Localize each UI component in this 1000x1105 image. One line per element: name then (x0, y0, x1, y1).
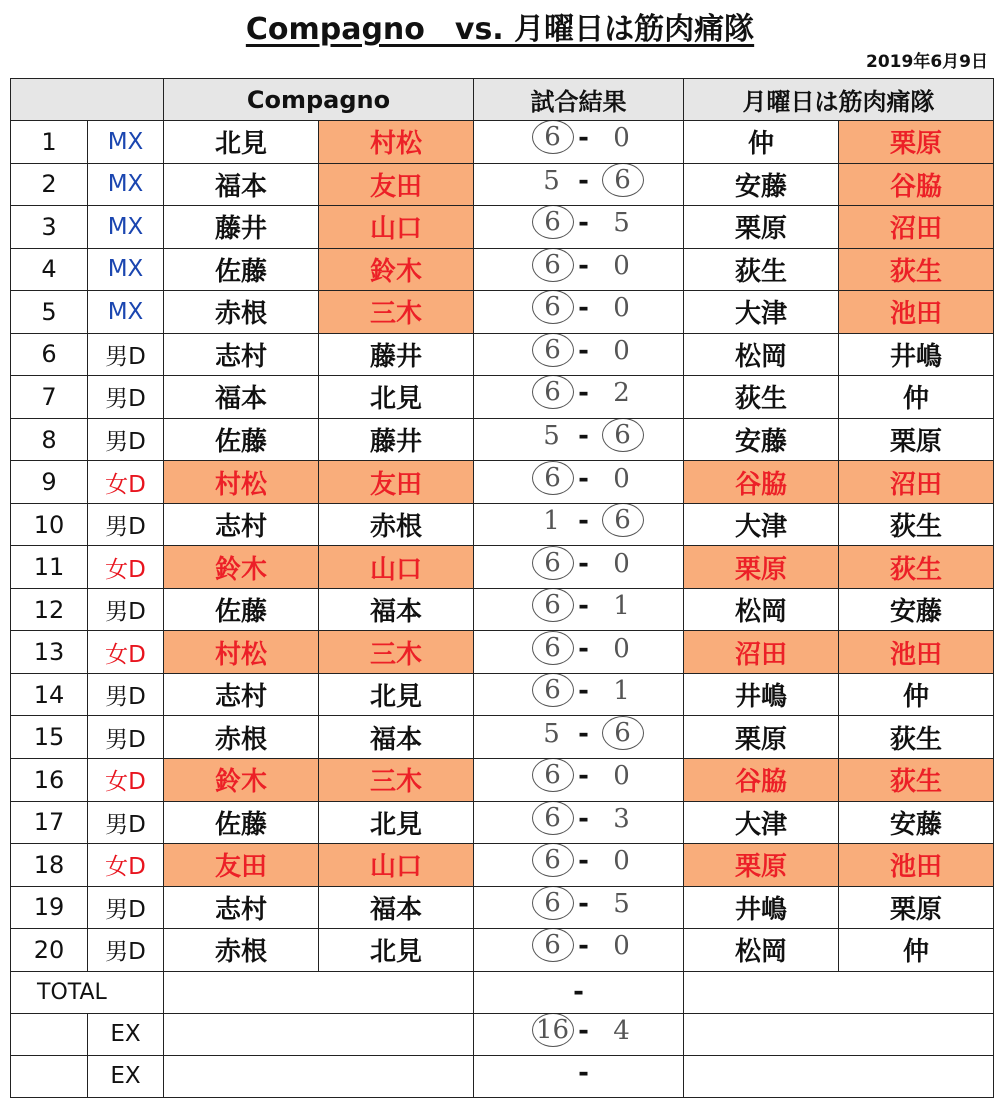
score-team-a: 5 (543, 718, 560, 749)
match-score (474, 206, 684, 249)
team-a-player-2: 山口 (319, 546, 474, 589)
team-b-player-1: 栗原 (684, 206, 839, 249)
team-a-player-1: 佐藤 (164, 801, 319, 844)
team-b-player-1: 井嶋 (684, 886, 839, 929)
score-team-a: 6 (532, 206, 574, 240)
score-dash: - (578, 676, 589, 707)
score-team-a: 6 (532, 588, 574, 622)
team-b-player-1: 安藤 (684, 163, 839, 206)
match-type: 男D (88, 801, 164, 844)
match-number: 6 (11, 333, 88, 376)
team-b-player-2: 安藤 (839, 588, 994, 631)
team-a-player-2: 福本 (319, 886, 474, 929)
extra-team-b (684, 1055, 994, 1097)
team-a-player-1: 佐藤 (164, 588, 319, 631)
match-type: 女D (88, 546, 164, 589)
team-b-player-2: 沼田 (839, 461, 994, 504)
score-team-a: 6 (532, 291, 574, 325)
score-team-a: 6 (532, 673, 574, 707)
match-score (474, 631, 684, 674)
score-dash: - (578, 591, 589, 622)
extra-label: EX (88, 1055, 164, 1097)
score-team-b: 0 (613, 335, 630, 366)
match-row (11, 163, 994, 206)
score-team-a: 6 (532, 759, 574, 793)
score-dash: - (578, 506, 589, 537)
team-b-player-1: 松岡 (684, 588, 839, 631)
team-b-player-1: 栗原 (684, 844, 839, 887)
match-number: 17 (11, 801, 88, 844)
score-dash: - (578, 335, 589, 366)
match-score (474, 248, 684, 291)
team-a-player-1: 鈴木 (164, 759, 319, 802)
team-b-player-2: 栗原 (839, 121, 994, 164)
score-team-a: 6 (532, 461, 574, 495)
extra-blank (11, 1055, 88, 1097)
match-row (11, 248, 994, 291)
team-a-player-2: 福本 (319, 716, 474, 759)
match-score (474, 886, 684, 929)
team-a-player-1: 村松 (164, 631, 319, 674)
team-a-player-1: 福本 (164, 376, 319, 419)
score-dash: - (578, 421, 589, 452)
team-a-player-2: 山口 (319, 206, 474, 249)
team-b-player-1: 松岡 (684, 333, 839, 376)
score-team-a: 5 (543, 421, 560, 452)
team-b-player-2: 荻生 (839, 546, 994, 589)
score-dash: - (578, 548, 589, 579)
match-score (474, 333, 684, 376)
score-team-b: 0 (613, 250, 630, 281)
score-dash: - (578, 888, 589, 919)
score-team-b: 0 (613, 633, 630, 664)
score-team-b: 2 (613, 378, 630, 409)
score-dash: - (578, 250, 589, 281)
match-score (474, 291, 684, 334)
team-b-player-1: 井嶋 (684, 673, 839, 716)
team-b-player-2: 荻生 (839, 716, 994, 759)
team-b-player-1: 大津 (684, 801, 839, 844)
match-row (11, 291, 994, 334)
score-team-a: 6 (532, 844, 574, 878)
team-a-player-2: 村松 (319, 121, 474, 164)
team-a-player-2: 藤井 (319, 418, 474, 461)
extra-row (11, 1055, 994, 1097)
score-team-b: 0 (613, 548, 630, 579)
score-team-b: 6 (602, 503, 644, 537)
match-number: 12 (11, 588, 88, 631)
match-score (474, 546, 684, 589)
team-b-player-2: 荻生 (839, 759, 994, 802)
match-score (474, 759, 684, 802)
team-a-player-1: 赤根 (164, 291, 319, 334)
match-score (474, 503, 684, 546)
match-number: 3 (11, 206, 88, 249)
match-score (474, 418, 684, 461)
team-b-player-2: 栗原 (839, 886, 994, 929)
match-score (474, 673, 684, 716)
match-type: 女D (88, 461, 164, 504)
total-row (11, 971, 994, 1013)
team-a-player-1: 志村 (164, 673, 319, 716)
extra-team-a (164, 1055, 474, 1097)
match-number: 19 (11, 886, 88, 929)
score-team-a: 6 (532, 333, 574, 367)
team-a-player-1: 佐藤 (164, 248, 319, 291)
team-b-player-2: 荻生 (839, 248, 994, 291)
extra-blank (11, 1013, 88, 1055)
team-a-player-1: 福本 (164, 163, 319, 206)
score-team-a: 6 (532, 801, 574, 835)
team-b-player-2: 仲 (839, 376, 994, 419)
score-team-a: 1 (543, 506, 560, 537)
match-row (11, 121, 994, 164)
team-a-player-2: 山口 (319, 844, 474, 887)
score-dash: - (578, 846, 589, 877)
score-team-a: 6 (532, 929, 574, 963)
score-team-a: 6 (532, 631, 574, 665)
team-a-player-1: 鈴木 (164, 546, 319, 589)
team-b-player-1: 荻生 (684, 248, 839, 291)
match-number: 14 (11, 673, 88, 716)
team-b-player-2: 池田 (839, 631, 994, 674)
match-number: 2 (11, 163, 88, 206)
score-dash: - (578, 208, 589, 239)
match-row (11, 631, 994, 674)
match-number: 11 (11, 546, 88, 589)
team-b-player-2: 谷脇 (839, 163, 994, 206)
score-dash: - (578, 463, 589, 494)
team-a-player-2: 藤井 (319, 333, 474, 376)
match-row (11, 886, 994, 929)
match-score (474, 716, 684, 759)
score-team-b: 4 (613, 1015, 630, 1046)
team-b-player-1: 大津 (684, 291, 839, 334)
team-a-player-1: 赤根 (164, 929, 319, 972)
score-dash: - (578, 293, 589, 324)
extra-label: EX (88, 1013, 164, 1055)
score-team-b: 6 (602, 418, 644, 452)
match-type: 男D (88, 716, 164, 759)
match-score (474, 801, 684, 844)
match-type: 男D (88, 588, 164, 631)
match-score (474, 163, 684, 206)
team-b-player-1: 谷脇 (684, 461, 839, 504)
match-score (474, 461, 684, 504)
match-number: 18 (11, 844, 88, 887)
header-team-b: 月曜日は筋肉痛隊 (684, 79, 994, 121)
extra-row (11, 1013, 994, 1055)
team-b-player-1: 大津 (684, 503, 839, 546)
team-a-player-2: 北見 (319, 376, 474, 419)
match-row (11, 801, 994, 844)
team-b-player-2: 沼田 (839, 206, 994, 249)
total-score (474, 971, 684, 1013)
team-b-player-2: 仲 (839, 929, 994, 972)
total-team-b (684, 971, 994, 1013)
match-row (11, 546, 994, 589)
match-type: MX (88, 206, 164, 249)
extra-team-b (684, 1013, 994, 1055)
match-number: 13 (11, 631, 88, 674)
team-a-player-1: 佐藤 (164, 418, 319, 461)
score-dash: - (578, 633, 589, 664)
match-number: 8 (11, 418, 88, 461)
header-team-a: Compagno (164, 79, 474, 121)
match-type: MX (88, 291, 164, 334)
match-number: 7 (11, 376, 88, 419)
score-team-b: 0 (613, 761, 630, 792)
score-team-a: 5 (543, 165, 560, 196)
team-a-player-2: 赤根 (319, 503, 474, 546)
team-a-player-1: 北見 (164, 121, 319, 164)
score-team-b: 0 (613, 463, 630, 494)
team-a-player-2: 三木 (319, 631, 474, 674)
match-type: MX (88, 163, 164, 206)
team-b-player-2: 井嶋 (839, 333, 994, 376)
team-a-player-2: 北見 (319, 673, 474, 716)
match-type: 男D (88, 333, 164, 376)
match-type: MX (88, 121, 164, 164)
match-score (474, 588, 684, 631)
team-b-player-1: 仲 (684, 121, 839, 164)
match-number: 20 (11, 929, 88, 972)
match-number: 10 (11, 503, 88, 546)
score-team-b: 0 (613, 846, 630, 877)
score-team-b: 1 (613, 591, 630, 622)
team-b-player-1: 安藤 (684, 418, 839, 461)
match-type: 男D (88, 929, 164, 972)
team-a-player-1: 志村 (164, 886, 319, 929)
match-score (474, 376, 684, 419)
total-label: TOTAL (11, 971, 164, 1013)
match-type: 男D (88, 886, 164, 929)
team-b-player-2: 荻生 (839, 503, 994, 546)
team-a-player-1: 村松 (164, 461, 319, 504)
match-row (11, 673, 994, 716)
match-row (11, 844, 994, 887)
score-team-a: 6 (532, 376, 574, 410)
score-dash: - (578, 1057, 589, 1088)
match-score (474, 929, 684, 972)
team-a-player-1: 藤井 (164, 206, 319, 249)
score-dash: - (578, 123, 589, 154)
extra-team-a (164, 1013, 474, 1055)
header-row (11, 79, 994, 121)
team-a-player-1: 志村 (164, 503, 319, 546)
team-a-player-1: 志村 (164, 333, 319, 376)
team-b-player-1: 荻生 (684, 376, 839, 419)
team-b-player-2: 安藤 (839, 801, 994, 844)
match-score (474, 844, 684, 887)
header-result: 試合結果 (474, 79, 684, 121)
match-row (11, 461, 994, 504)
match-type: 男D (88, 503, 164, 546)
score-team-b: 3 (613, 803, 630, 834)
team-b-player-1: 松岡 (684, 929, 839, 972)
team-b-player-1: 栗原 (684, 546, 839, 589)
match-type: MX (88, 248, 164, 291)
match-type: 男D (88, 376, 164, 419)
match-type: 男D (88, 673, 164, 716)
match-date: 2019年6月9日 (866, 52, 988, 72)
score-team-a: 6 (532, 886, 574, 920)
header-blank-cell (11, 79, 164, 121)
page-title: Compagno vs. 月曜日は筋肉痛隊 (245, 12, 755, 47)
match-row (11, 759, 994, 802)
match-type: 女D (88, 844, 164, 887)
score-team-a: 6 (532, 248, 574, 282)
match-type: 女D (88, 759, 164, 802)
score-team-a: 6 (532, 546, 574, 580)
team-a-player-2: 三木 (319, 291, 474, 334)
team-b-player-2: 栗原 (839, 418, 994, 461)
score-team-b: 6 (602, 163, 644, 197)
extra-score (474, 1055, 684, 1097)
score-team-b: 5 (613, 208, 630, 239)
score-dash: - (578, 931, 589, 962)
score-sheet-table (10, 78, 994, 1098)
match-row (11, 716, 994, 759)
score-dash: - (573, 977, 584, 1008)
match-row (11, 588, 994, 631)
team-a-player-2: 福本 (319, 588, 474, 631)
team-a-player-2: 北見 (319, 801, 474, 844)
team-a-player-2: 北見 (319, 929, 474, 972)
score-team-b: 0 (613, 293, 630, 324)
total-team-a (164, 971, 474, 1013)
score-dash: - (578, 378, 589, 409)
score-dash: - (578, 761, 589, 792)
team-a-player-1: 友田 (164, 844, 319, 887)
team-a-player-1: 赤根 (164, 716, 319, 759)
extra-score (474, 1013, 684, 1055)
match-number: 1 (11, 121, 88, 164)
team-b-player-1: 沼田 (684, 631, 839, 674)
match-row (11, 333, 994, 376)
match-row (11, 929, 994, 972)
match-row (11, 376, 994, 419)
match-score (474, 121, 684, 164)
team-a-player-2: 三木 (319, 759, 474, 802)
team-a-player-2: 友田 (319, 461, 474, 504)
match-row (11, 206, 994, 249)
match-number: 9 (11, 461, 88, 504)
match-row (11, 503, 994, 546)
score-dash: - (578, 718, 589, 749)
score-dash: - (578, 165, 589, 196)
match-type: 男D (88, 418, 164, 461)
score-dash: - (578, 1015, 589, 1046)
score-team-b: 1 (613, 676, 630, 707)
team-a-player-2: 友田 (319, 163, 474, 206)
match-number: 4 (11, 248, 88, 291)
match-number: 5 (11, 291, 88, 334)
score-dash: - (578, 803, 589, 834)
score-team-b: 0 (613, 931, 630, 962)
team-b-player-1: 谷脇 (684, 759, 839, 802)
team-a-player-2: 鈴木 (319, 248, 474, 291)
team-b-player-2: 仲 (839, 673, 994, 716)
team-b-player-2: 池田 (839, 291, 994, 334)
score-team-a: 6 (532, 121, 574, 155)
match-number: 15 (11, 716, 88, 759)
score-team-b: 5 (613, 888, 630, 919)
match-type: 女D (88, 631, 164, 674)
score-team-b: 0 (613, 123, 630, 154)
team-b-player-1: 栗原 (684, 716, 839, 759)
score-team-a: 16 (532, 1013, 574, 1047)
score-team-b: 6 (602, 716, 644, 750)
match-row (11, 418, 994, 461)
match-number: 16 (11, 759, 88, 802)
team-b-player-2: 池田 (839, 844, 994, 887)
